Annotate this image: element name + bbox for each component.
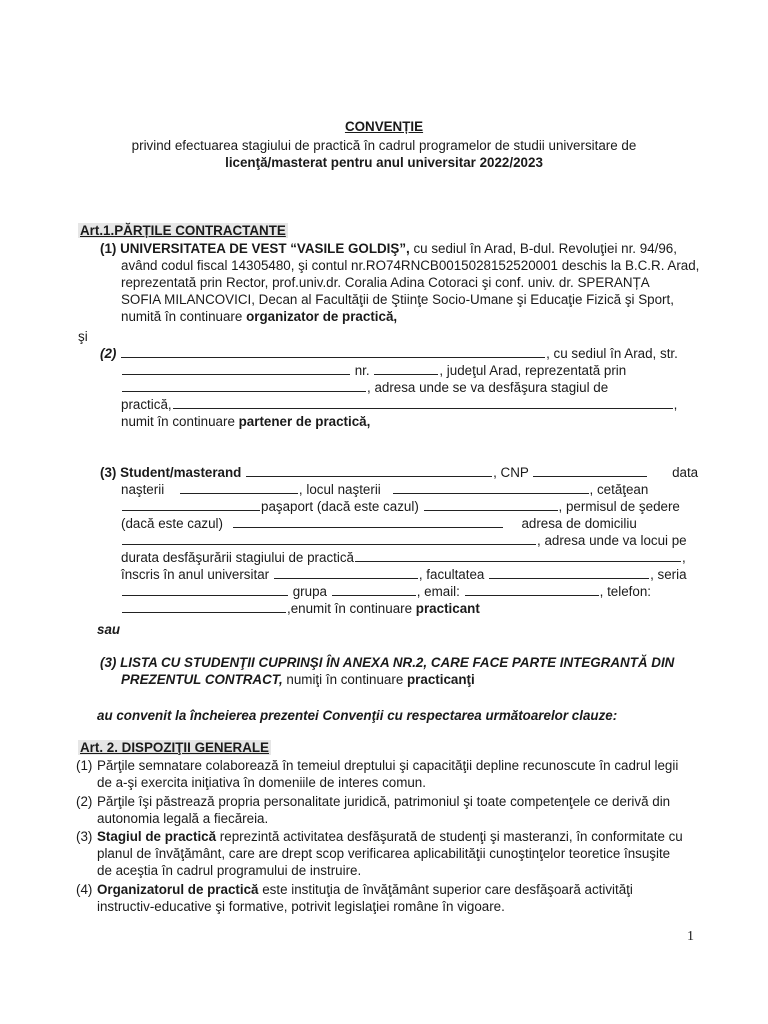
residence-permit-field[interactable] <box>233 515 503 528</box>
art1-p2-line3 <box>121 379 608 396</box>
art1-p3-line3 <box>121 498 680 515</box>
partner-role: partener de practică, <box>238 414 371 429</box>
home-address-field[interactable] <box>122 532 536 545</box>
group-field[interactable] <box>332 583 416 596</box>
art1-p3-line7 <box>121 566 687 583</box>
art1-p3-line6 <box>121 549 686 566</box>
phone-label: , telefon: <box>599 584 651 599</box>
series-field[interactable] <box>122 583 288 596</box>
student-list-line2 <box>121 671 475 688</box>
party2-practice-address-field[interactable] <box>173 396 673 409</box>
document-subtitle-line1: privind efectuarea stagiului de practică în cadrul programelor de studii universitare de <box>131 138 637 153</box>
art2-item4-line1 <box>97 881 633 898</box>
birth-label: naşterii <box>121 482 165 497</box>
art1-p1-line1 <box>100 240 677 257</box>
student-name-field[interactable] <box>246 464 492 477</box>
party2-name-field[interactable] <box>121 345 545 358</box>
art1-p3-line5 <box>121 532 687 549</box>
birth-date-field[interactable] <box>180 481 298 494</box>
art1-p1-line4: SOFIA MILANCOVICI, Decan al Facultăţii de Ştiinţe Socio-Umane şi Educaţie Fizică şi Sport, <box>121 292 674 307</box>
document-title: CONVENȚIE <box>344 119 424 134</box>
document-subtitle-line2: licenţă/masterat pentru anul universitar 2022/2023 <box>225 155 543 170</box>
party2-nr-field[interactable] <box>374 362 438 375</box>
art2-item3-line2: planul de învăţământ, care are drept scop verificarea aplicabilităţii cunoştinţelor teoretice însuşite <box>97 846 671 861</box>
contract-ref: PREZENTUL CONTRACT, <box>121 672 283 687</box>
group-label: grupa <box>292 584 327 599</box>
art1-p2-line5 <box>121 413 370 430</box>
art1-p3-line9 <box>121 600 480 617</box>
party1-address: cu sediul în Arad, B-dul. Revoluţiei nr. 94/96, <box>409 241 677 256</box>
agreement-statement: au convenit la încheierea prezentei Convenţii cu respectarea următoarelor clauze: <box>97 708 618 723</box>
art2-item4-line2: instructiv-educative şi formative, potrivit legislaţiei române în vigoare. <box>97 899 505 914</box>
art2-item1-line1: Părţile semnatare colaborează în temeiul dreptului şi capacităţii depline recunoscute în cadrul legii <box>97 758 679 773</box>
academic-year-field[interactable] <box>274 566 418 579</box>
art1-p1-line3: reprezentată prin Rector, prof.univ.dr. Coralia Adina Cotoraci şi conf. univ. dr. SPERANȚA <box>121 275 650 290</box>
art1-p1-line2: având codul fiscal 14305480, şi contul nr.RO74RNCB0015028152520001 deschis la B.C.R. Arad, <box>121 258 700 273</box>
art2-item3-line1 <box>97 828 683 845</box>
practice-term: Stagiul de practică <box>97 829 217 844</box>
art2-item4-num: (4) <box>76 882 93 897</box>
organizer-term: Organizatorul de practică <box>97 882 259 897</box>
page-number: 1 <box>687 929 694 944</box>
residence-permit-label: , permisul de şedere <box>558 499 680 514</box>
party1-name: (1) UNIVERSITATEA DE VEST “VASILE GOLDIŞ”, <box>100 241 410 256</box>
art1-p2-line4 <box>121 396 677 413</box>
birthplace-field[interactable] <box>393 481 589 494</box>
art1-p3-line8 <box>121 583 651 600</box>
conjunction-sau: sau <box>97 622 121 637</box>
cnp-field[interactable] <box>533 464 647 477</box>
party2-line4-label: practică, <box>121 397 172 412</box>
student-list-line1: (3) LISTA CU STUDENŢII CUPRINŞI ÎN ANEXA NR.2, CARE FACE PARTE INTEGRANTĂ DIN <box>100 655 675 670</box>
enrolled-year-label: înscris în anul universitar <box>121 567 270 582</box>
art1-p3-line2 <box>121 481 648 498</box>
party2-line4-end: , <box>673 397 678 412</box>
organizer-role: organizator de practică, <box>246 309 398 324</box>
party2-label: (2) <box>100 346 117 361</box>
student-label: (3) Student/masterand <box>100 465 242 480</box>
art1-p2-line2 <box>121 362 626 379</box>
faculty-label: , facultatea <box>418 567 485 582</box>
item3-line1-text: reprezintă activitatea desfăşurată de studenţi şi masteranzi, în conformitate cu <box>216 829 683 844</box>
practicanti-role: practicanţi <box>407 672 475 687</box>
art2-item2-line1: Părţile îşi păstrează propria personalitate juridică, patrimoniul şi toate competenţele ce derivă din <box>97 794 671 809</box>
art2-heading <box>78 739 271 756</box>
practicant-role: practicant <box>415 601 480 616</box>
art1-heading-text: Art.1.PĂRȚILE CONTRACTANTE <box>80 223 286 238</box>
practicant-text: ,enumit în continuare <box>287 601 416 616</box>
p1-line5-text: numită în continuare <box>121 309 247 324</box>
conjunction-si: şi <box>78 329 88 344</box>
cnp-label: , CNP <box>493 465 529 480</box>
art1-heading <box>78 222 288 239</box>
passport-field[interactable] <box>424 498 558 511</box>
art2-item2-line2: autonomia legală a fiecăreia. <box>97 811 269 826</box>
student-list-text: numiţi în continuare <box>282 672 407 687</box>
art2-item1-num: (1) <box>76 758 93 773</box>
art1-p3-line4 <box>121 515 637 532</box>
birthplace-label: , locul naşterii <box>298 482 381 497</box>
party2-nr-label: nr. <box>354 363 370 378</box>
series-label: , seria <box>650 567 687 582</box>
stay-address-label: , adresa unde va locui pe <box>537 533 687 548</box>
line6-comma: , <box>681 550 686 565</box>
art1-p1-line5 <box>121 308 397 325</box>
email-field[interactable] <box>465 583 599 596</box>
if-applicable-label: (dacă este cazul) <box>121 516 223 531</box>
party2-representative-field[interactable] <box>122 379 366 392</box>
party2-line2-end: , judeţul Arad, reprezentată prin <box>439 363 627 378</box>
email-label: , email: <box>416 584 460 599</box>
birth-date-label: data <box>672 465 699 480</box>
art2-heading-text: Art. 2. DISPOZIŢII GENERALE <box>80 740 269 755</box>
practice-duration-label: durata desfăşurării stagiului de practică <box>121 550 354 565</box>
p2-line5-text: numit în continuare <box>121 414 239 429</box>
party2-line3-text: , adresa unde se va desfăşura stagiul de <box>367 380 609 395</box>
citizenship-field[interactable] <box>122 498 260 511</box>
art2-item2-num: (2) <box>76 794 93 809</box>
art2-item3-num: (3) <box>76 829 93 844</box>
art1-p2-line1 <box>100 345 678 362</box>
citizen-label: , cetăţean <box>589 482 649 497</box>
phone-field[interactable] <box>122 600 286 613</box>
party2-street-field[interactable] <box>122 362 350 375</box>
art2-item1-line2: de a-şi exercita iniţiativa în domeniile de interes comun. <box>97 775 426 790</box>
home-address-label: adresa de domiciliu <box>521 516 637 531</box>
art1-p3-line1 <box>100 464 698 481</box>
party2-line1-end: , cu sediul în Arad, str. <box>546 346 678 361</box>
art2-item3-line3: de aceştia în cadrul programului de instruire. <box>97 863 362 878</box>
stay-address-field[interactable] <box>355 549 681 562</box>
item4-line1-text: este instituţia de învăţământ superior care desfăşoară activităţi <box>258 882 633 897</box>
faculty-field[interactable] <box>489 566 649 579</box>
passport-label: paşaport (dacă este cazul) <box>261 499 419 514</box>
